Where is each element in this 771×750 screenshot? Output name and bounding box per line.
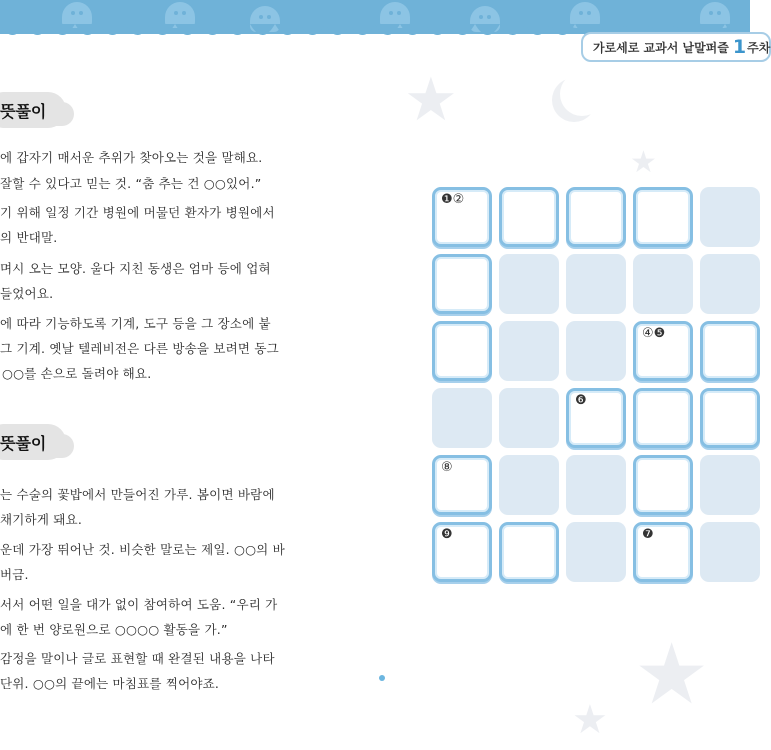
clue-line: 기 위해 일정 기간 병원에 머물던 환자가 병원에서: [0, 205, 275, 220]
grid-cell-blank: [566, 455, 626, 515]
clue-line: 에 한 번 양로원으로 ○○○○ 활동을 가.”: [0, 622, 228, 637]
grid-cell-blank: [700, 254, 760, 314]
grid-cell[interactable]: [633, 321, 693, 381]
grid-cell[interactable]: [432, 321, 492, 381]
grid-cell[interactable]: [700, 388, 760, 448]
clue-number: ⑧: [441, 460, 453, 475]
moon-decoration-icon: [560, 72, 604, 116]
tag-week-number: 1: [732, 36, 747, 58]
grid-cell-blank: [566, 321, 626, 381]
grid-cell-blank: [432, 388, 492, 448]
across-section-title: 뜻풀이: [0, 101, 47, 121]
clue-line: 며시 오는 모양. 울다 지친 동생은 엄마 등에 업혀: [0, 261, 271, 276]
grid-cell-blank: [499, 388, 559, 448]
grid-cell-blank: [566, 522, 626, 582]
week-tag: [581, 32, 771, 62]
grid-cell[interactable]: [432, 455, 492, 515]
grid-cell[interactable]: [633, 522, 693, 582]
clue-line: 운데 가장 뛰어난 것. 비슷한 말로는 제일. ○○의 바: [0, 542, 285, 557]
grid-cell[interactable]: [566, 187, 626, 247]
grid-cell-blank: [566, 254, 626, 314]
clue-number: ❾: [441, 527, 453, 542]
clue-line: 는 수술의 꽃밥에서 만들어진 가루. 봄이면 바람에: [0, 487, 275, 502]
grid-cell[interactable]: [499, 522, 559, 582]
clue-line: 에 갑자기 매서운 추위가 찾아오는 것을 말해요.: [0, 150, 263, 165]
tag-suffix: 주차: [747, 40, 771, 55]
grid-cell[interactable]: [633, 388, 693, 448]
star-decoration-icon: ★: [572, 697, 608, 743]
grid-cell[interactable]: [566, 388, 626, 448]
grid-cell-blank: [499, 254, 559, 314]
star-decoration-icon: ★: [630, 145, 657, 180]
grid-cell-blank: [499, 455, 559, 515]
clue-line: 잘할 수 있다고 믿는 것. “춤 추는 건 ○○있어.”: [0, 176, 262, 191]
page-dot: [379, 675, 385, 681]
grid-cell[interactable]: [633, 455, 693, 515]
grid-cell[interactable]: [633, 187, 693, 247]
grid-cell[interactable]: [499, 187, 559, 247]
grid-cell[interactable]: [432, 522, 492, 582]
clue-line: 감정을 말이나 글로 표현할 때 완결된 내용을 나타: [0, 651, 275, 666]
clue-line: 들었어요.: [0, 286, 54, 301]
clue-line: 버금.: [0, 567, 29, 582]
clue-number: ❼: [642, 527, 654, 542]
grid-cell[interactable]: [432, 187, 492, 247]
clue-number: ❻: [575, 393, 587, 408]
down-section-badge: [0, 424, 66, 460]
tag-prefix: 가로세로 교과서 낱말퍼즐: [593, 40, 729, 55]
clue-line: 채기하게 돼요.: [0, 512, 82, 527]
clue-line: 서서 어떤 일을 대가 없이 참여하여 도움. “우리 가: [0, 597, 278, 612]
clue-line: 에 따라 기능하도록 기계, 도구 등을 그 장소에 붙: [0, 316, 271, 331]
grid-cell-blank: [499, 321, 559, 381]
clue-line: ○○를 손으로 돌려야 해요.: [2, 366, 152, 381]
clue-line: 단위. ○○의 끝에는 마침표를 찍어야죠.: [0, 676, 220, 691]
grid-cell-blank: [700, 455, 760, 515]
across-section-badge: [0, 92, 66, 128]
star-decoration-icon: ★: [634, 625, 710, 723]
grid-cell-blank: [700, 187, 760, 247]
down-section-title: 뜻풀이: [0, 433, 47, 453]
clue-number: ④❺: [642, 326, 666, 341]
star-decoration-icon: ★: [404, 65, 458, 135]
grid-cell[interactable]: [700, 321, 760, 381]
grid-cell-blank: [700, 522, 760, 582]
grid-cell[interactable]: [432, 254, 492, 314]
clue-line: 그 기계. 옛날 텔레비전은 다른 방송을 보려면 동그: [0, 341, 279, 356]
clue-line: 의 반대말.: [0, 230, 58, 245]
grid-cell-blank: [633, 254, 693, 314]
clue-number: ❶②: [441, 192, 465, 207]
